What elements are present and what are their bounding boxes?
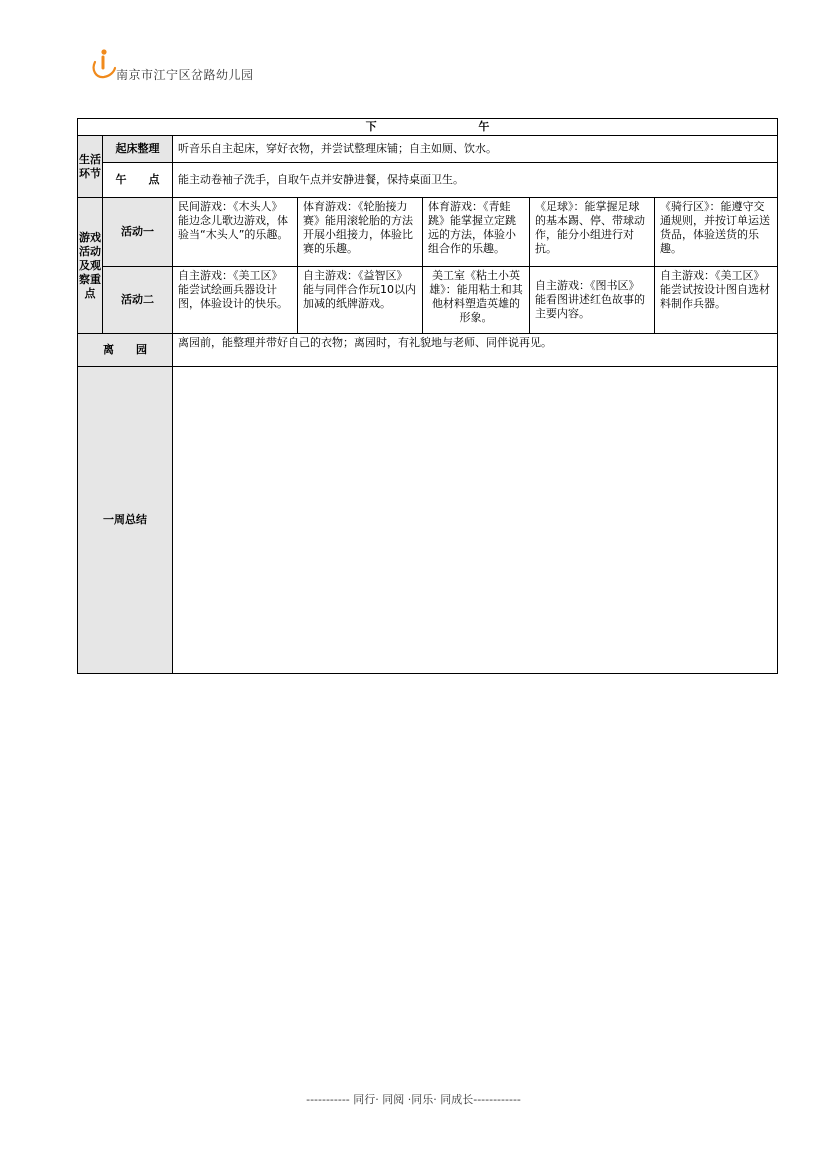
life-row-wakeup [78,136,778,163]
summary-content[interactable] [173,367,778,674]
section-header-row [78,119,778,136]
activity2-cell-4: 自主游戏：《图书区》能看图讲述红色故事的主要内容。 [530,267,655,334]
life-row-snack [78,163,778,198]
logo-mark-icon [90,46,118,80]
wakeup-label: 起床整理 [103,136,173,163]
activity2-cell-2: 自主游戏：《益智区》能与同伴合作玩10以内加减的纸牌游戏。 [298,267,423,334]
snack-label: 午 点 [103,163,173,198]
summary-row [78,367,778,674]
activity2-cell-5: 自主游戏：《美工区》能尝试按设计图自选材料制作兵器。 [655,267,778,334]
games-group-label: 游戏活动及观察重点 [78,198,103,334]
summary-label: 一周总结 [78,367,173,674]
activity1-cell-1: 民间游戏：《木头人》能边念儿歌边游戏，体验当“木头人”的乐趣。 [173,198,298,267]
leave-label: 离 园 [78,334,173,367]
section-title-left: 下 [365,120,377,133]
activity1-cell-2: 体育游戏：《轮胎接力赛》能用滚轮胎的方法开展小组接力，体验比赛的乐趣。 [298,198,423,267]
activity2-cell-3: 美工室《粘土小英雄》：能用粘土和其他材料塑造英雄的形象。 [423,267,530,334]
activity1-cell-4: 《足球》：能掌握足球的基本踢、停、带球动作，能分小组进行对抗。 [530,198,655,267]
activity2-label: 活动二 [103,267,173,334]
activity2-cell-1: 自主游戏：《美工区》能尝试绘画兵器设计图，体验设计的快乐。 [173,267,298,334]
leave-content: 离园前，能整理并带好自己的衣物；离园时，有礼貌地与老师、同伴说再见。 [173,334,778,367]
wakeup-content: 听音乐自主起床，穿好衣物，并尝试整理床铺；自主如厕、饮水。 [173,136,778,163]
activity1-label: 活动一 [103,198,173,267]
activity1-cell-5: 《骑行区》：能遵守交通规则，并按订单运送货品，体验送货的乐趣。 [655,198,778,267]
leave-row [78,334,778,367]
activity1-cell-3: 体育游戏：《青蛙跳》能掌握立定跳远的方法，体验小组合作的乐趣。 [423,198,530,267]
snack-content: 能主动卷袖子洗手，自取午点并安静进餐，保持桌面卫生。 [173,163,778,198]
life-group-label: 生活环节 [78,136,103,198]
activity1-row [78,198,778,267]
school-logo [90,46,290,82]
school-name: 南京市江宁区岔路幼儿园 [116,68,254,82]
footer-slogan: ----------- 同行· 同阅 ·同乐· 同成长------------ [306,1093,521,1106]
activity2-row [78,267,778,334]
daily-plan-table [77,118,778,674]
section-title-right: 午 [478,120,490,133]
